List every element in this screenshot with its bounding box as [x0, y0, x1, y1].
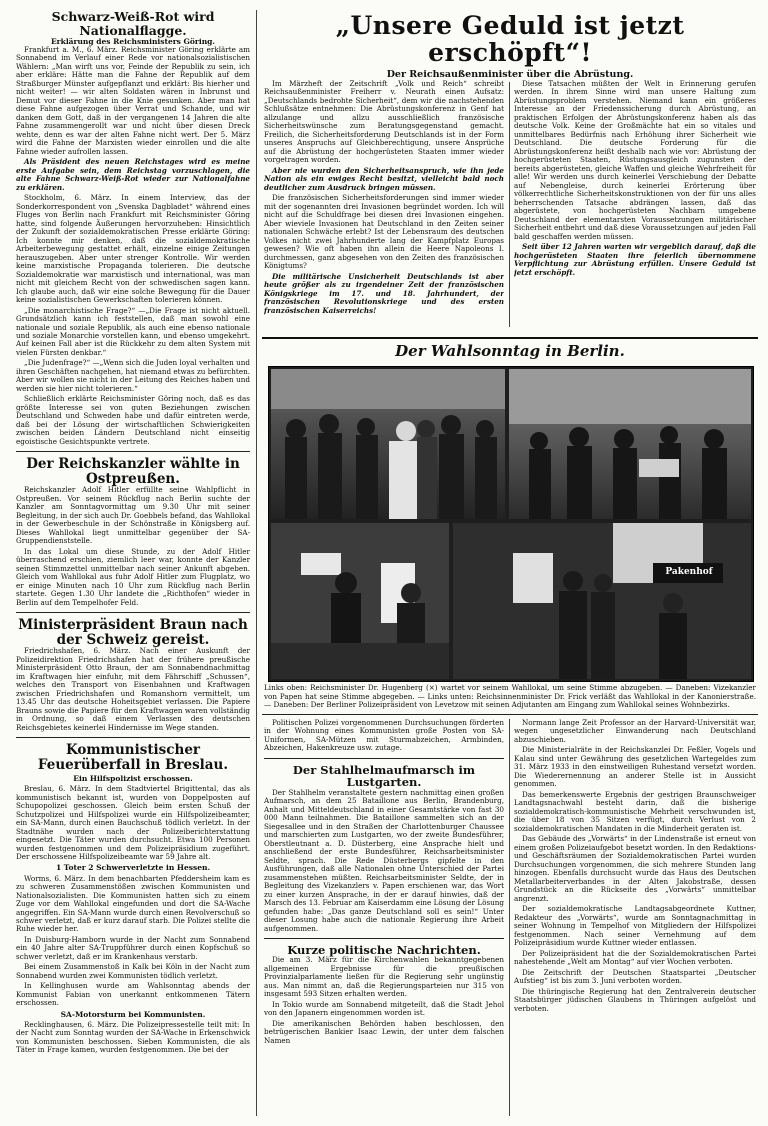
paragraph: Das Gebäude des „Vorwärts“ in der Lindenstraße ist erneut von einem großen Polizeiaufgebot besetzt worden. In den Redaktions- und Geschäftsräumen der Sozialdemokratischen Partei wurden Durchsuchungen vorgenommen, die sich mehrere Stunden lang hinzogen. Ebenfalls durchsucht wurde das Haus des Deutschen Metallarbeiterverbandes in der Alten Jakobstraße, dessen Grundstück an die Rückseite des „Vorwärts“ unmittelbar angrenzt.	[514, 834, 756, 903]
paragraph: In Kellinghusen wurde am Wahlsonntag abends der Kommunist Fabian von unerkannt entkommenen Tätern erschossen.	[16, 981, 250, 1008]
column-divider	[509, 82, 510, 327]
lower-right-column	[514, 719, 756, 1116]
paragraph: Das bemerkenswerte Ergebnis der gestrigen Braunschweiger Landtagsnachwahl besteht darin, daß die bisherige sozialdemokratisch-kommunistische Mehrheit verschwunden ist, die über 18 von 35 Sitzen verfügt, durch Verlust von 2 sozialdemokratischen Mandaten in die Minderheit geraten ist.	[514, 789, 756, 833]
paragraph-bold: Seit über 12 Jahren warten wir vergeblich darauf, daß die hochgerüsteten Staaten ihre feierlich übernommene Verpflichtung zur Abrüstung erfüllen. Unsere Geduld ist jetzt erschöpft.	[514, 242, 756, 277]
article-body-chancellor	[16, 486, 250, 607]
sign-text: Pakenhof	[665, 567, 713, 577]
divider	[16, 737, 250, 738]
paragraph: Schließlich erklärte Reichsminister Göring noch, daß es das größte Interesse sei von guten Beziehungen zwischen Deutschland und Schweden habe und dafür eintreten werde, daß bei der Lösung der wirtschaftlichen Schwierigkeiten zwischen beiden Ländern Deutschland nicht einseitig egoistische Gesichtspunkte vertrete.	[16, 394, 250, 446]
paragraph-bold: Die militärische Unsicherheit Deutschlands ist aber heute größer als zu irgendeiner Zeit der französischen Königskriege im 17. und 18. Jahrhundert, der französischen Revolutionskriege und des ersten französischen Kaiserreichs!	[264, 271, 504, 315]
photo-hugenberg-image	[271, 369, 505, 519]
photo-papen-image	[509, 369, 751, 519]
main-header	[264, 12, 756, 82]
article-title-nachrichten: Kurze politische Nachrichten.	[287, 942, 481, 957]
paragraph: „Die Judenfrage?“ —„Wenn sich die Juden loyal verhalten und ihren Geschäften nachgehen, hat niemand etwas zu befürchten. Aber wir wollen sie nicht in der Leitung des Reiches haben und werden sie hier nicht tolerieren.“	[16, 358, 250, 393]
article-title-braun: Ministerpräsident Braun nach der Schweiz gereist.	[18, 617, 248, 648]
paragraph: Die amerikanischen Behörden haben beschlossen, den betrügerischen Bankier Isaac Lewin, der unter dem falschen Namen	[264, 1018, 504, 1045]
photo-banner: Der Wahlsonntag in Berlin.	[395, 342, 625, 360]
article-title-stahlhelm: Der Stahlhelmaufmarsch im Lustgarten.	[292, 762, 476, 790]
divider	[262, 714, 758, 715]
article-title-chancellor: Der Reichskanzler wählte in Ostpreußen.	[26, 456, 240, 487]
photo-collage	[268, 366, 754, 682]
article-body-motorsturm	[16, 1021, 250, 1055]
divider	[16, 451, 250, 452]
paragraph: Worms, 6. März. In dem benachbarten Pfeddersheim kam es zu schweren Zusammenstößen zwischen Kommunisten und Nationalsozialisten. Die Kommunisten hatten sich zu einem Zuge vor dem Wahllokal eingefunden und dort die SA-Wache angegriffen. Ein SA-Mann wurde durch einen Revolverschuß so schwer verletzt, daß er kurz darauf starb. Die Polizei stellte die Ruhe wieder her.	[16, 873, 250, 934]
article-title-breslau: Kommunistischer Feuerüberfall in Breslau.	[37, 742, 229, 773]
photo-caption: Links oben: Reichsminister Dr. Hugenberg (×) wartet vor seinem Wahllokal, um seine Stimme abzugeben. — Daneben: Vizekanzler von Papen hat seine Stimme abgegeben. — Links unten: Reichsinnenminister Dr. Frick verläßt das Wahllokal in der Kanonierstraße. — Daneben: Der Berliner Polizeipräsident von Levetzow mit seinen Adjutanten am Eingang zum Wahllokal seines Wohnbezirks.	[264, 684, 756, 710]
paragraph: In das Lokal um diese Stunde, zu der Adolf Hitler überraschend erschien, ziemlich leer war, konnte der Kanzler seinen Stimmzettel unmittelbar nach seiner Ankunft abgeben. Gleich vom Wahllokal aus fuhr Adolf Hitler zum Flugplatz, wo er einige Minuten nach 10 Uhr zum Rückflug nach Berlin startete. Gegen 1.30 Uhr landete die „Richthofen“ wieder in Berlin auf dem Tempelhofer Feld.	[16, 546, 250, 607]
lower-middle-column	[264, 719, 504, 1116]
main-article-col2	[514, 80, 756, 330]
photo-levetzow	[453, 523, 751, 679]
left-column	[16, 10, 250, 1116]
column-divider	[256, 10, 257, 1116]
paragraph: Stockholm, 6. März. In einem Interview, das der Sonderkorrespondent von „Svenska Dagbladet“ während eines Fluges von Berlin nach Frankfurt mit Reichsminister Göring hatte, sind folgende Äußerungen hervorzuheben: Hinsichtlich der Zukunft der sozialdemokratischen Presse erklärte Göring: Ich konnte mir denken, daß die sozialdemokratische Arbeiterbewegung gestattet erhält, einzelne einige Zeitungen herauszugeben. Aber unter strenger Kontrolle. Wir werden keine marxistische Propaganda tolerieren. Die deutsche Sozialdemokratie war marxistisch und international, was man nicht mit gleichem Recht von der schwedischen sagen kann. Ich glaube auch, daß wir eine solche Bewegung für die Dauer keine sozialistischen Gewerkschaften tolerieren können.	[16, 193, 250, 305]
column-divider	[509, 719, 510, 1116]
paragraph: Der sozialdemokratische Landtagsabgeordnete Kuttner, Redakteur des „Vorwärts“, wurde am Sonntagnachmittag in seiner Wohnung in Tempelhof von Mitgliedern der Hilfspolizei festgenommen. Nach seiner Vernehmung auf dem Polizeipräsidium wurde Kuttner wieder entlassen.	[514, 904, 756, 948]
article-subtitle-hessen: 1 Toter 2 Schwerverletzte in Hessen.	[55, 862, 211, 872]
article-subtitle-flag: Erklärung des Reichsministers Göring.	[50, 37, 216, 46]
photo-hugenberg	[271, 369, 505, 519]
paragraph-bold: Als Präsident des neuen Reichstages wird es meine erste Aufgabe sein, dem Reichstag vorzuschlagen, die alte Fahne Schwarz-Weiß-Rot wieder zur Nationalfahne zu erklären.	[16, 157, 250, 192]
paragraph: Recklinghausen, 6. März. Die Polizeipressestelle teilt mit: In der Nacht zum Sonntag wurden der SA-Wache in Erkenschwick von Kommunisten beschossen. Sieben Kommunisten, die als Täter in Frage kamen, wurden festgenommen. Die bei der	[16, 1019, 250, 1055]
photo-section-rule	[262, 337, 758, 339]
paragraph: Der Stahlhelm veranstaltete gestern nachmittag einen großen Aufmarsch, an dem 25 Bataillone aus Berlin, Brandenburg, Anhalt und Mitteldeutschland in einer Gesamtstärke von fast 30 000 Mann teilnahmen. Die Bataillone sammelten sich an der Siegesallee und in den Straßen der Charlottenburger Chaussee und marschierten zum Lustgarten, wo der zweite Bundesführer, Oberstleutnant a. D. Düsterberg, eine Ansprache hielt und anschließend der erste Bundesführer, Reichsarbeitsminister Seldte, sprach. Die Rede Düsterbergs gipfelte in den Ausführungen, daß alle Nationalen ohne Unterschied der Partei zusammenstehen müßten. Reichsarbeitsminister Seldte, der in Begleitung des Vizekanzlers v. Papen erschienen war, das Wort zu einer kurzen Ansprache, in der er darauf hinwies, daß der Marsch des 13. Februar am Kaiserdamm eine Lösung der Lösung gefunden habe: „Das ganze Deutschland soll es sein!“ Unter dieser Losung habe auch die nationale Regierung ihre Arbeit aufgenommen.	[264, 787, 504, 933]
photo-frick-image	[271, 523, 449, 679]
paragraph: In Duisburg-Hamborn wurde in der Nacht zum Sonnabend ein 40 Jahre alter SA-Truppführer durch einen Kopfschuß so schwer verletzt, daß er im Krankenhaus verstarb.	[16, 934, 250, 961]
photo-levetzow-image	[453, 523, 751, 679]
article-title-motorsturm: SA-Motorsturm bei Kommunisten.	[60, 1009, 206, 1019]
paragraph: Diese Tatsachen müßten der Welt in Erinnerung gerufen werden. In ihrem Sinne wird man unsere Haltung zum Abrüstungsproblem verstehen. Niemand kann ein größeres Interesse an der Friedenssicherung durch Abrüstung, an praktischen Erfolgen der Abrüstungskonferenz haben als das deutsche Volk. Keine der Großmächte hat ein so vitales und unmittelbares Bedürfnis nach Erhöhung ihrer Sicherheit wie Deutschland. Die deutsche Forderung für die Abrüstungskonferenz heißt deshalb nach wie vor: Abrüstung der hochgerüsteten Staaten, Rüstungsausgleich zugunsten der bereits abgerüsteten, gleiche Waffen und gleiche Wehrfreiheit für alle! Wir werden uns durch keinerlei Verschiebung der Debatte auf Nebengleise, durch keinerlei Erörterung über völkerrechtliche Sicherheitskonstruktionen von der für uns alles beherrschenden Tatsache abdrängen lassen, daß das abgerüstete, von hochgerüsteten Nachbarn umgebene Deutschland der elementarsten Voraussetzungen militärischer Sicherheit entbehrt und daß diese Voraussetzungen auf jeden Fall bald geschaffen werden müssen.	[514, 80, 756, 241]
paragraph: Die am 3. März für die Kirchenwahlen bekanntgegebenen allgemeinen Ergebnisse für die preußischen Provinzialparlamente ließen für die Regierung sehr ungünstig aus. Man nimmt an, daß die Regierungsparteien nur 315 von insgesamt 593 Sitzen erhalten werden.	[264, 955, 504, 999]
article-body-braun	[16, 647, 250, 732]
main-headline: „Unsere Geduld ist jetzt erschöpft“!	[335, 12, 685, 67]
paragraph: Die thüringische Regierung hat den Zentralverein deutscher Staatsbürger jüdischen Glaubens in Thüringen aufgelöst und verboten.	[514, 986, 756, 1013]
paragraph: Friedrichshafen, 6. März. Nach einer Auskunft der Polizeidirektion Friedrichshafen hat der frühere preußische Ministerpräsident Otto Braun, der am Sonnabendnachmittag im Kraftwagen hier einfuhr, mit dem Fährschiff „Schussen“, welches den Transport von Eisenbahnen und Kraftwagen zwischen Friedrichshafen und Romanshorn vermittelt, um 13.45 Uhr das deutsche Hoheitsgebiet verlassen. Die Papiere Brauns sowie die Papiere für den Kraftwagen waren vollständig in Ordnung, so daß einem Verlassen des deutschen Reichsgebietes keinerlei Hindernisse im Wege standen.	[16, 646, 250, 732]
divider	[264, 758, 504, 759]
photo-frick	[271, 523, 449, 679]
paragraph: Normann lange Zeit Professor an der Harvard-Universität war, wegen ungesetzlicher Einwanderung nach Deutschland abzuschieben.	[514, 719, 756, 744]
main-subheadline: Der Reichsaußenminister über die Abrüstung.	[386, 69, 634, 80]
paragraph: Reichskanzler Adolf Hitler erfüllte seine Wahlpflicht in Ostpreußen. Vor seinem Rückflug nach Berlin suchte der Kanzler am Sonntagvormittag um 9.30 Uhr mit seiner Begleitung, in der sich auch Dr. Goebbels befand, das Wahllokal in der Gewerbeschule in der Schönstraße in Königsberg auf. Dieses Wahllokal liegt unmittelbar gegenüber der SA-Gruppendienststelle.	[16, 485, 250, 546]
paragraph: „Die monarchistische Frage?“ —„Die Frage ist nicht aktuell. Grundsätzlich kann ich feststellen, daß man sowohl eine nationale und soziale Republik, als auch eine ebenso nationale und soziale Monarchie vorstellen kann, und ebenso umgekehrt. Auf keinen Fall aber ist die Rückkehr zu dem alten System mit vielen Fürsten denkbar.“	[16, 305, 250, 357]
paragraph: Bei einem Zusammenstoß in Kalk bei Köln in der Nacht zum Sonnabend wurden zwei Kommunisten tödlich verletzt.	[16, 962, 250, 980]
paragraph: Im Märzheft der Zeitschrift „Volk und Reich“ schreibt Reichsaußenminister Freiherr v. Neurath einen Aufsatz: „Deutschlands bedrohte Sicherheit“, dem wir die nachstehenden Schlußsätze entnehmen: Die Abrüstungskonferenz in Genf hat allzulange und allzu ausschließlich französische Sicherheitswünsche zum Beratungsgegenstand gemacht. Freilich, die Sicherheitsforderung Deutschlands ist in der Form unseres Anspruchs auf Gleichberechtigung, unsere Ansprüche auf die Abrüstung der hochgerüsteten Staaten immer wieder vorgetragen worden.	[264, 80, 504, 165]
divider	[16, 612, 250, 613]
article-title-flag: Schwarz-Weiß-Rot wird Nationalflagge.	[51, 10, 215, 38]
paragraph: Frankfurt a. M., 6. März. Reichsminister Göring erklärte am Sonnabend im Verlauf einer Rede vor nationalsozialistischen Wählern: „Man wirft uns vor, Feinde der Republik zu sein, ich aber erkläre: Hätte man die Fahne der Republik auf dem Straßburger Münster aufgepflanzt und erklärt: Bis hierher und nicht weiter! — wir alten Soldaten wären in Inbrunst und Demut vor dieser Fahne in die Knie gesunken. Aber man hat diese Fahne aufgezogen über Verrat und Schande, und wir danken dem Gott, daß in der vergangenen 14 Jahren die alte Fahne zusammengerollt war und nicht über diesen Dreck wehte, denn es war der alten Fahne nicht wert. Der 5. März wird die Fahne der Marxisten wieder einrollen und die alte Fahne wieder aufrollen lassen.	[16, 45, 250, 156]
paragraph: Die Zeitschrift der Deutschen Staatspartei „Deutscher Aufstieg“ ist bis zum 3. Juni verboten worden.	[514, 967, 756, 986]
article-body-flag	[16, 46, 250, 446]
paragraph: Die französischen Sicherheitsforderungen sind immer wieder mit der sogenannten drei Invasionen begründet worden. Ich will nicht auf die Schuldfrage bei diesen drei Invasionen eingehen. Aber wieviele Invasionen hat Deutschland in den Zeiten seiner nationalen Schwäche erlebt? Ist der Lebensraum des deutschen Volkes nicht zwei Jahrhunderte lang der Kampfplatz Europas gewesen? Wie oft haben ihn allein die Heere Napoleons I. durchmessen, ganz abgesehen von den Zeiten des französischen Königtums?	[264, 193, 504, 271]
article-body-breslau	[16, 785, 250, 1007]
paragraph: Der Polizeipräsident hat die der Sozialdemokratischen Partei nahestehende „Welt am Montag“ auf vier Wochen verboten.	[514, 948, 756, 967]
divider	[264, 938, 504, 939]
paragraph: In Tokio wurde am Sonnabend mitgeteilt, daß die Stadt Jehol von den Japanern eingenommen worden ist.	[264, 999, 504, 1018]
photo-papen	[509, 369, 751, 519]
paragraph-bold: Aber nie wurden den Sicherheitsanspruch, wie ihn jede Nation als ein ewiges Recht besitzt, vielleicht bald noch deutlicher zum Ausdruck bringen müssen.	[264, 165, 504, 192]
paragraph: Breslau, 6. März. In dem Stadtviertel Brigittental, das als kommunistisch bekannt ist, wurden von Doppelposten auf Schupopolizei geschossen. Gleich beim ersten Schuß der Schutzpolizei und Hilfspolizei wurde ein Hilfspolizeibeamter, ein SA-Mann, durch einen Bauchschuß tödlich verletzt. In der Stadtnähe wurden nach der Polizeiberichterstattung eingesetzt. Die Täter wurden durchsucht. Etwa 100 Personen wurden festgenommen und dem Polizeipräsidium zugeführt. Der erschossene Hilfspolizeibeamte war 59 Jahre alt.	[16, 784, 250, 862]
main-article-col1	[264, 80, 504, 330]
paragraph: Politischen Polizei vorgenommenen Durchsuchungen förderten in der Wohnung eines Kommunisten große Posten von SA-Uniformen, SA-Mützen mit Sturmabzeichen, Armbinden, Abzeichen, Hakenkreuze usw. zutage.	[264, 719, 504, 753]
paragraph: Die Ministerialräte in der Reichskanzlei Dr. Feßler, Vogels und Kalau sind unter Gewährung des gesetzlichen Wartegeldes zum 31. März 1933 in den einstweiligen Ruhestand versetzt worden. Die Wiederernennung an anderer Stelle ist in Aussicht genommen.	[514, 745, 756, 789]
article-subtitle-breslau: Ein Hilfspolizist erschossen.	[73, 774, 193, 784]
